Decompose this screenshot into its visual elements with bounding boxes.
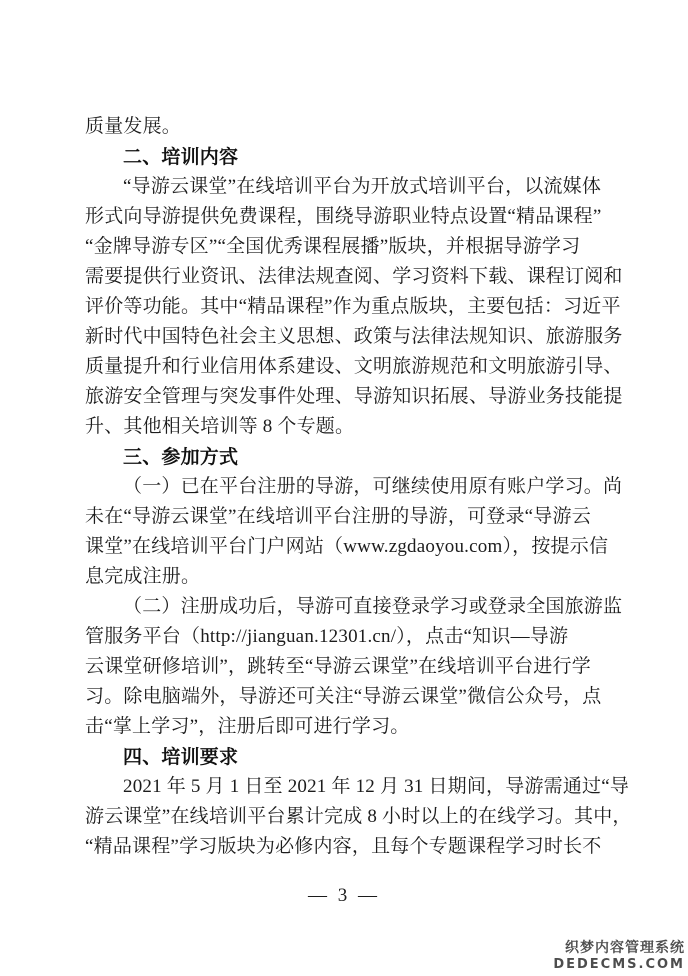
text-line: 形式向导游提供免费课程，围绕导游职业特点设置“精品课程”	[85, 206, 602, 227]
text-line: 需要提供行业资讯、法律法规查阅、学习资料下载、课程订阅和	[85, 266, 623, 287]
text-line: 管服务平台（http://jianguan.12301.cn/），点击“知识—导游	[85, 626, 569, 647]
section-heading: 二、培训内容	[123, 146, 239, 168]
text-line: 课堂”在线培训平台门户网站（www.zgdaoyou.com），按提示信	[85, 536, 609, 557]
text-line: 升、其他相关培训等 8 个专题。	[85, 416, 355, 437]
text-line: 习。除电脑端外，导游还可关注“导游云课堂”微信公众号，点	[85, 686, 602, 707]
section-heading: 四、培训要求	[123, 746, 239, 768]
text-line: 旅游安全管理与突发事件处理、导游知识拓展、导游业务技能提	[85, 386, 623, 407]
text-line: “金牌导游专区”“全国优秀课程展播”版块，并根据导游学习	[85, 236, 581, 257]
text-line: （一）已在平台注册的导游，可继续使用原有账户学习。尚	[123, 476, 623, 497]
watermark-chinese-text: 织梦内容管理系统	[565, 940, 685, 956]
text-line: 质量发展。	[85, 116, 182, 137]
text-line: 云课堂研修培训”，跳转至“导游云课堂”在线培训平台进行学	[85, 656, 591, 677]
section-heading: 三、参加方式	[123, 446, 239, 468]
text-line: 新时代中国特色社会主义思想、政策与法律法规知识、旅游服务	[85, 326, 623, 347]
text-line: 息完成注册。	[85, 566, 201, 587]
text-line: “导游云课堂”在线培训平台为开放式培训平台，以流媒体	[123, 176, 602, 197]
text-line: 评价等功能。其中“精品课程”作为重点版块，主要包括：习近平	[85, 296, 621, 317]
text-line: （二）注册成功后，导游可直接登录学习或登录全国旅游监	[123, 596, 623, 617]
text-line: 2021 年 5 月 1 日至 2021 年 12 月 31 日期间，导游需通过“导	[123, 776, 630, 797]
text-line: 质量提升和行业信用体系建设、文明旅游规范和文明旅游引导、	[85, 356, 623, 377]
document-body	[85, 112, 632, 862]
watermark-dedecms-url: DEDECMS.COM	[553, 957, 685, 972]
watermark	[553, 940, 685, 972]
text-line: 未在“导游云课堂”在线培训平台注册的导游，可登录“导游云	[85, 506, 591, 527]
text-line: “精品课程”学习版块为必修内容，且每个专题课程学习时长不	[85, 836, 602, 857]
text-line: 游云课堂”在线培训平台累计完成 8 小时以上的在线学习。其中，	[85, 806, 632, 827]
page-number: — 3 —	[308, 885, 380, 906]
text-line: 击“掌上学习”，注册后即可进行学习。	[85, 716, 410, 737]
